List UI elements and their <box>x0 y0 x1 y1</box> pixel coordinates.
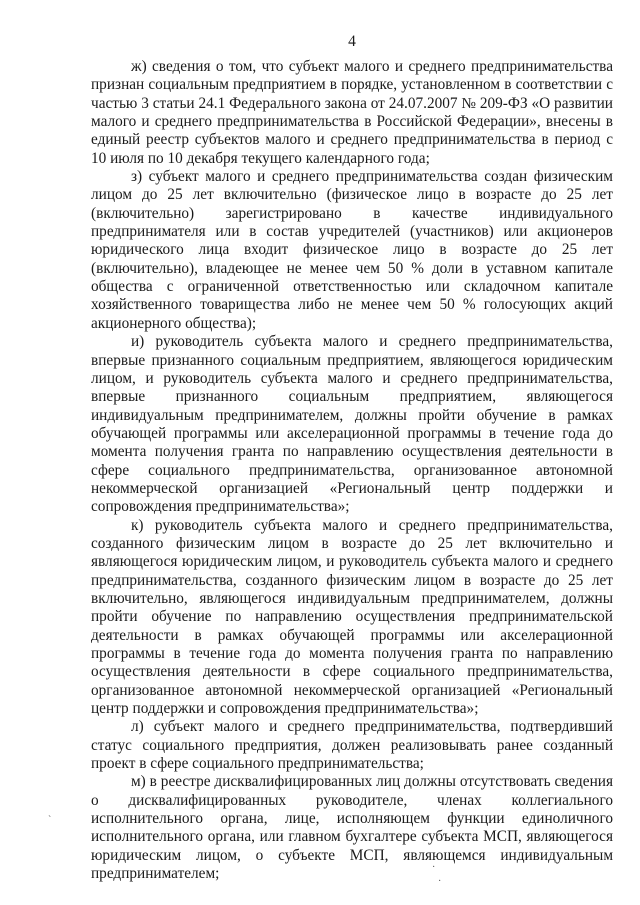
scan-speck: · <box>432 862 436 873</box>
paragraph-k: к) руководитель субъекта малого и среднего предпринимательства, созданного физическим лицом в возрасте до 25 лет включительно и являющегося юридическим лицом, и руководитель субъекта малого и среднего предпринимательства, созданного физическим лицом в возрасте до 25 лет включительно, являющегося индивидуальным предпринимателем, должны пройти обучение по направлению осуществления предпринимательской деятельности в рамках обучающей программы или акселерационной программы в течение года до момента получения гранта по направлению осуществления деятельности в сфере социального предпринимательства, организованное автономной некоммерческой организацией «Региональный центр поддержки и сопровождения предпринимательства»; <box>91 516 613 718</box>
paragraph-m: м) в реестре дисквалифицированных лиц должны отсутствовать сведения о дисквалифицированных руководителе, членах коллегиального исполнительного органа, лице, исполняющем функции единоличного исполнительного органа, или главном бухгалтере субъекта МСП, являющегося юридическим лицом, о субъекте МСП, являющемся индивидуальным предпринимателем; <box>91 773 613 883</box>
page-number: 4 <box>348 33 356 50</box>
scan-speck: ˋ <box>48 815 52 826</box>
paragraph-l: л) субъект малого и среднего предпринимательства, подтвердивший статус социального предприятия, должен реализовывать ранее созданный проект в сфере социального предпринимательства; <box>91 718 613 773</box>
paragraph-zh: ж) сведения о том, что субъект малого и среднего предпринимательства признан социальным предприятием в порядке, установленном в соответствии с частью 3 статьи 24.1 Федерального закона от 24.07.2007 № 209-ФЗ «О развитии малого и среднего предпринимательства в Российской Федерации», внесены в единый реестр субъектов малого и среднего предпринимательства в период с 10 июля по 10 декабря текущего календарного года; <box>91 58 613 167</box>
scan-speck: · <box>438 876 442 887</box>
paragraph-z: з) субъект малого и среднего предпринимательства создан физическим лицом до 25 лет включительно (физическое лицо в возрасте до 25 лет (включительно) зарегистрировано в качестве индивидуального предпринимателя или в состав учредителей (участников) или акционеров юридического лица входит физическое лицо в возрасте до 25 лет (включительно), владеющее не менее чем 50 % доли в уставном капитале общества с ограниченной ответственностью или складочном капитале хозяйственного товарищества либо не менее чем 50 % голосующих акций акционерного общества); <box>91 168 613 332</box>
paragraph-i: и) руководитель субъекта малого и среднего предпринимательства, впервые признанного социальным предприятием, являющегося юридическим лицом, и руководитель субъекта малого и среднего предпринимательства, впервые признанного социальным предприятием, являющегося индивидуальным предпринимателем, должны пройти обучение в рамках обучающей программы или акселерационной программы в течение года до момента получения гранта по направлению осуществления деятельности в сфере социального предпринимательства, организованное автономной некоммерческой организацией «Региональный центр поддержки и сопровождения предпринимательства»; <box>91 333 613 516</box>
